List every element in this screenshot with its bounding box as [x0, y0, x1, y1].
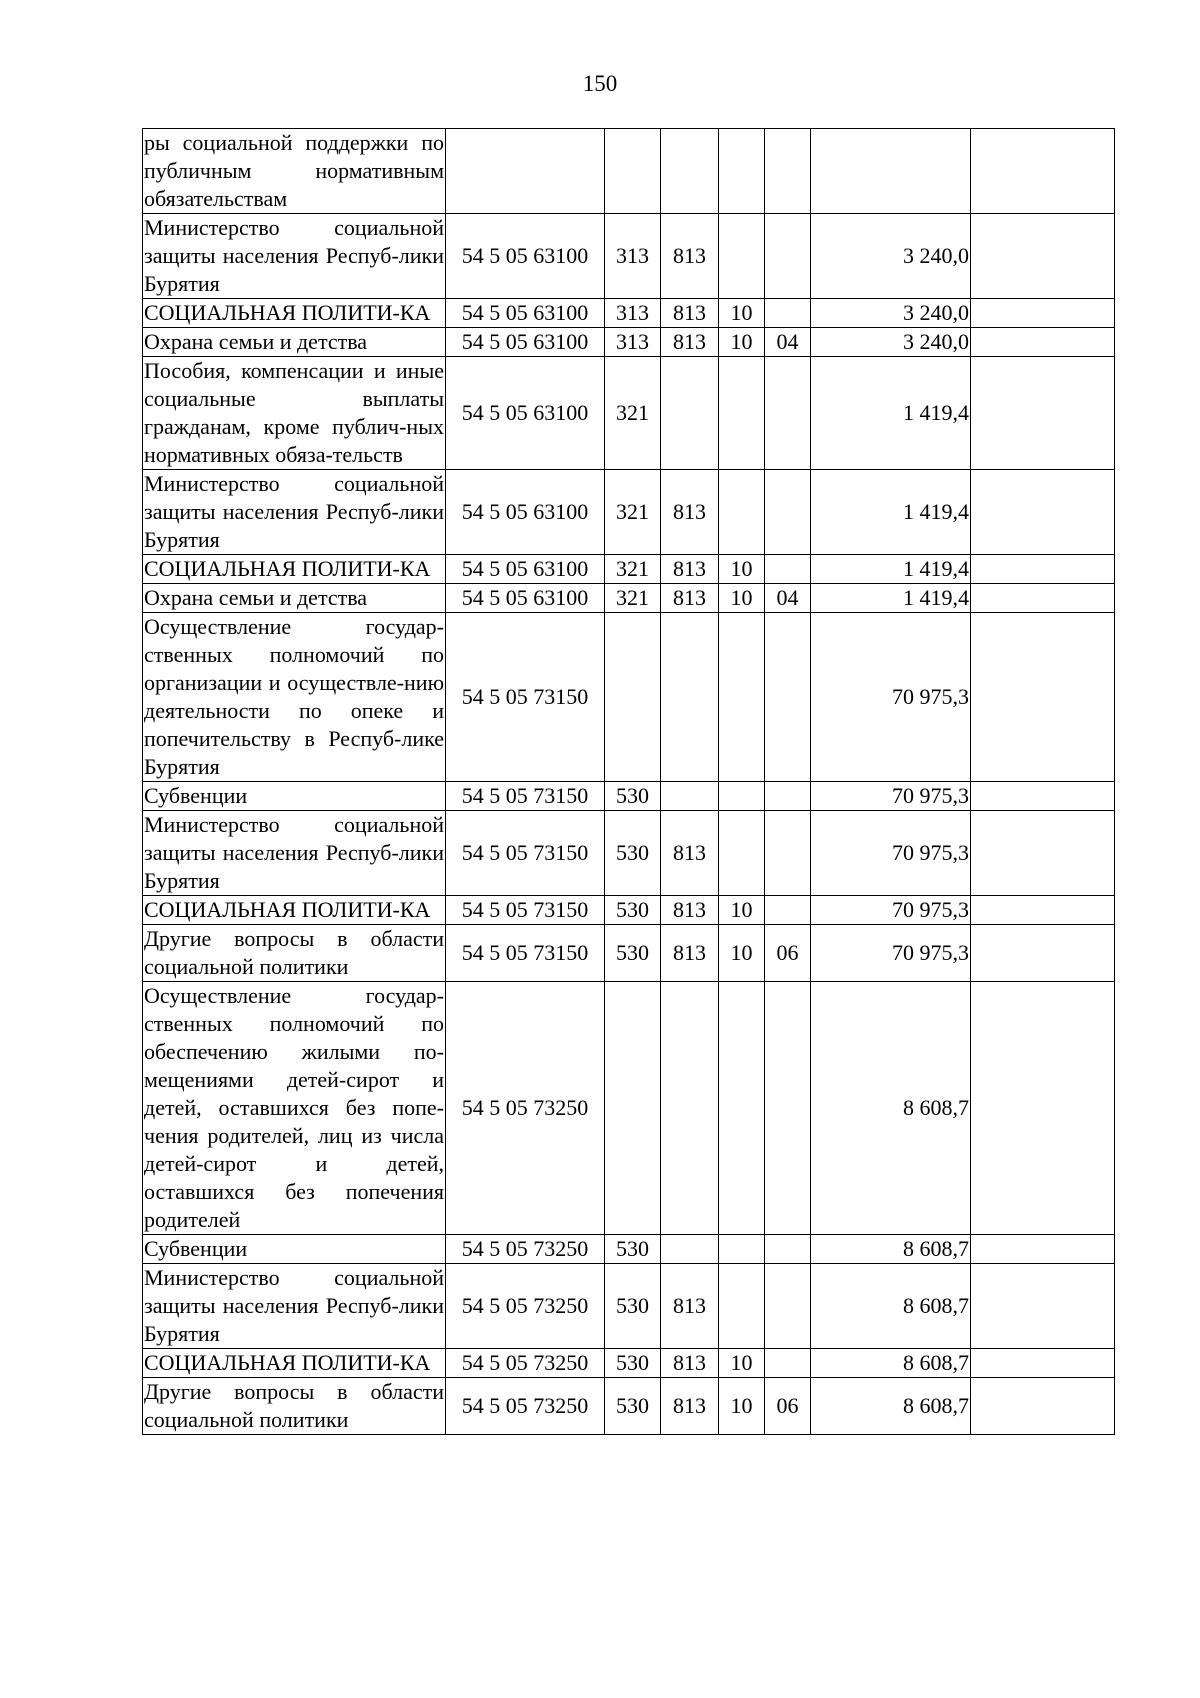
cell-amount: 8 608,7 [811, 1235, 971, 1264]
cell-target-article: 54 5 05 63100 [446, 357, 605, 470]
cell-target-article: 54 5 05 73250 [446, 1235, 605, 1264]
cell-admin-code: 813 [661, 328, 719, 357]
cell-expense-type: 313 [605, 328, 661, 357]
cell-empty [971, 1264, 1115, 1349]
cell-section [719, 811, 765, 896]
cell-name: Другие вопросы в области социальной политики [143, 925, 446, 982]
cell-admin-code: 813 [661, 896, 719, 925]
cell-target-article: 54 5 05 63100 [446, 470, 605, 555]
cell-name: Осуществление государ-ственных полномочий по обеспечению жилыми по-мещениями детей-сирот и детей, оставшихся без попе-чения родителей, лиц из числа детей-сирот и детей, оставшихся без попечения родителей [143, 982, 446, 1235]
cell-empty [971, 299, 1115, 328]
cell-subsection [765, 811, 811, 896]
cell-expense-type: 313 [605, 299, 661, 328]
cell-subsection [765, 357, 811, 470]
cell-empty [971, 555, 1115, 584]
table-row [143, 613, 1115, 782]
cell-name: СОЦИАЛЬНАЯ ПОЛИТИ-КА [143, 896, 446, 925]
table-row [143, 896, 1115, 925]
cell-target-article: 54 5 05 73150 [446, 925, 605, 982]
cell-subsection [765, 555, 811, 584]
cell-subsection [765, 982, 811, 1235]
cell-target-article: 54 5 05 73250 [446, 982, 605, 1235]
cell-name: Министерство социальной защиты населения Респуб-лики Бурятия [143, 470, 446, 555]
cell-target-article: 54 5 05 63100 [446, 584, 605, 613]
cell-amount: 1 419,4 [811, 555, 971, 584]
cell-amount: 8 608,7 [811, 1349, 971, 1378]
cell-admin-code: 813 [661, 555, 719, 584]
table-body [143, 129, 1115, 1435]
cell-target-article: 54 5 05 73250 [446, 1349, 605, 1378]
cell-amount: 1 419,4 [811, 584, 971, 613]
cell-admin-code: 813 [661, 1264, 719, 1349]
cell-expense-type: 530 [605, 1378, 661, 1435]
cell-expense-type: 313 [605, 214, 661, 299]
cell-amount: 70 975,3 [811, 925, 971, 982]
cell-subsection [765, 129, 811, 214]
cell-empty [971, 896, 1115, 925]
cell-section [719, 1264, 765, 1349]
cell-amount: 8 608,7 [811, 982, 971, 1235]
cell-name: Министерство социальной защиты населения Респуб-лики Бурятия [143, 214, 446, 299]
cell-empty [971, 782, 1115, 811]
cell-subsection [765, 1349, 811, 1378]
cell-name: Другие вопросы в области социальной политики [143, 1378, 446, 1435]
cell-section [719, 782, 765, 811]
cell-section: 10 [719, 896, 765, 925]
cell-target-article: 54 5 05 63100 [446, 299, 605, 328]
table-row [143, 299, 1115, 328]
table-row [143, 584, 1115, 613]
table-row [143, 1235, 1115, 1264]
cell-target-article: 54 5 05 63100 [446, 214, 605, 299]
cell-amount: 3 240,0 [811, 328, 971, 357]
cell-expense-type [605, 982, 661, 1235]
table-row [143, 811, 1115, 896]
cell-admin-code: 813 [661, 299, 719, 328]
cell-amount: 70 975,3 [811, 782, 971, 811]
cell-target-article: 54 5 05 73150 [446, 782, 605, 811]
cell-amount [811, 129, 971, 214]
cell-target-article: 54 5 05 73250 [446, 1378, 605, 1435]
cell-subsection: 04 [765, 328, 811, 357]
page-number: 150 [582, 71, 618, 96]
cell-section [719, 470, 765, 555]
cell-amount: 70 975,3 [811, 896, 971, 925]
cell-empty [971, 328, 1115, 357]
table-row [143, 782, 1115, 811]
table-row [143, 1264, 1115, 1349]
cell-expense-type: 530 [605, 1235, 661, 1264]
cell-name: Осуществление государ-ственных полномочий по организации и осуществле-нию деятельности по опеке и попечительству в Респуб-лике Бурятия [143, 613, 446, 782]
cell-name: Пособия, компенсации и иные социальные выплаты гражданам, кроме публич-ных нормативных обяза-тельств [143, 357, 446, 470]
cell-empty [971, 1235, 1115, 1264]
cell-admin-code [661, 613, 719, 782]
cell-expense-type: 530 [605, 782, 661, 811]
cell-expense-type [605, 613, 661, 782]
cell-section [719, 129, 765, 214]
cell-target-article: 54 5 05 63100 [446, 555, 605, 584]
cell-expense-type: 321 [605, 584, 661, 613]
cell-name: Субвенции [143, 782, 446, 811]
cell-admin-code: 813 [661, 584, 719, 613]
cell-amount: 1 419,4 [811, 357, 971, 470]
cell-admin-code: 813 [661, 925, 719, 982]
table-row [143, 328, 1115, 357]
cell-admin-code [661, 782, 719, 811]
cell-admin-code: 813 [661, 811, 719, 896]
cell-subsection [765, 1264, 811, 1349]
cell-empty [971, 811, 1115, 896]
cell-expense-type: 321 [605, 470, 661, 555]
cell-admin-code: 813 [661, 1378, 719, 1435]
cell-subsection [765, 1235, 811, 1264]
cell-section: 10 [719, 328, 765, 357]
cell-target-article: 54 5 05 73250 [446, 1264, 605, 1349]
table-row [143, 982, 1115, 1235]
table-row [143, 925, 1115, 982]
cell-admin-code [661, 1235, 719, 1264]
cell-name: СОЦИАЛЬНАЯ ПОЛИТИ-КА [143, 555, 446, 584]
cell-name: ры социальной поддержки по публичным нормативным обязательствам [143, 129, 446, 214]
cell-empty [971, 613, 1115, 782]
cell-expense-type: 321 [605, 555, 661, 584]
cell-section: 10 [719, 299, 765, 328]
cell-subsection [765, 896, 811, 925]
cell-section: 10 [719, 1349, 765, 1378]
cell-name: Субвенции [143, 1235, 446, 1264]
cell-subsection [765, 782, 811, 811]
cell-target-article: 54 5 05 73150 [446, 896, 605, 925]
cell-section [719, 214, 765, 299]
table-row [143, 214, 1115, 299]
cell-empty [971, 470, 1115, 555]
cell-amount: 3 240,0 [811, 214, 971, 299]
cell-expense-type: 530 [605, 1264, 661, 1349]
cell-section: 10 [719, 1378, 765, 1435]
table-row [143, 357, 1115, 470]
cell-empty [971, 925, 1115, 982]
cell-target-article: 54 5 05 73150 [446, 811, 605, 896]
cell-empty [971, 1349, 1115, 1378]
cell-admin-code: 813 [661, 470, 719, 555]
budget-table [142, 128, 1115, 1435]
cell-section: 10 [719, 555, 765, 584]
cell-name: СОЦИАЛЬНАЯ ПОЛИТИ-КА [143, 1349, 446, 1378]
cell-name: Охрана семьи и детства [143, 328, 446, 357]
cell-admin-code [661, 982, 719, 1235]
cell-target-article: 54 5 05 73150 [446, 613, 605, 782]
cell-empty [971, 584, 1115, 613]
cell-expense-type: 530 [605, 811, 661, 896]
cell-section [719, 982, 765, 1235]
cell-subsection: 06 [765, 925, 811, 982]
cell-name: Охрана семьи и детства [143, 584, 446, 613]
cell-empty [971, 1378, 1115, 1435]
cell-subsection: 06 [765, 1378, 811, 1435]
cell-expense-type: 530 [605, 1349, 661, 1378]
cell-subsection [765, 214, 811, 299]
table-row [143, 1378, 1115, 1435]
cell-empty [971, 214, 1115, 299]
cell-admin-code [661, 357, 719, 470]
cell-section: 10 [719, 925, 765, 982]
cell-amount: 8 608,7 [811, 1264, 971, 1349]
cell-expense-type: 321 [605, 357, 661, 470]
cell-empty [971, 129, 1115, 214]
cell-subsection [765, 470, 811, 555]
cell-empty [971, 982, 1115, 1235]
cell-subsection [765, 299, 811, 328]
cell-section [719, 1235, 765, 1264]
table-row [143, 555, 1115, 584]
cell-amount: 70 975,3 [811, 811, 971, 896]
cell-target-article [446, 129, 605, 214]
cell-amount: 3 240,0 [811, 299, 971, 328]
table-row [143, 129, 1115, 214]
cell-amount: 8 608,7 [811, 1378, 971, 1435]
table-row [143, 1349, 1115, 1378]
cell-section [719, 357, 765, 470]
cell-amount: 70 975,3 [811, 613, 971, 782]
cell-expense-type [605, 129, 661, 214]
cell-name: Министерство социальной защиты населения Респуб-лики Бурятия [143, 1264, 446, 1349]
cell-admin-code: 813 [661, 214, 719, 299]
cell-expense-type: 530 [605, 925, 661, 982]
cell-target-article: 54 5 05 63100 [446, 328, 605, 357]
cell-subsection [765, 613, 811, 782]
cell-amount: 1 419,4 [811, 470, 971, 555]
cell-section [719, 613, 765, 782]
cell-expense-type: 530 [605, 896, 661, 925]
cell-admin-code: 813 [661, 1349, 719, 1378]
table-row [143, 470, 1115, 555]
cell-section: 10 [719, 584, 765, 613]
cell-admin-code [661, 129, 719, 214]
cell-name: СОЦИАЛЬНАЯ ПОЛИТИ-КА [143, 299, 446, 328]
cell-name: Министерство социальной защиты населения Респуб-лики Бурятия [143, 811, 446, 896]
cell-subsection: 04 [765, 584, 811, 613]
cell-empty [971, 357, 1115, 470]
